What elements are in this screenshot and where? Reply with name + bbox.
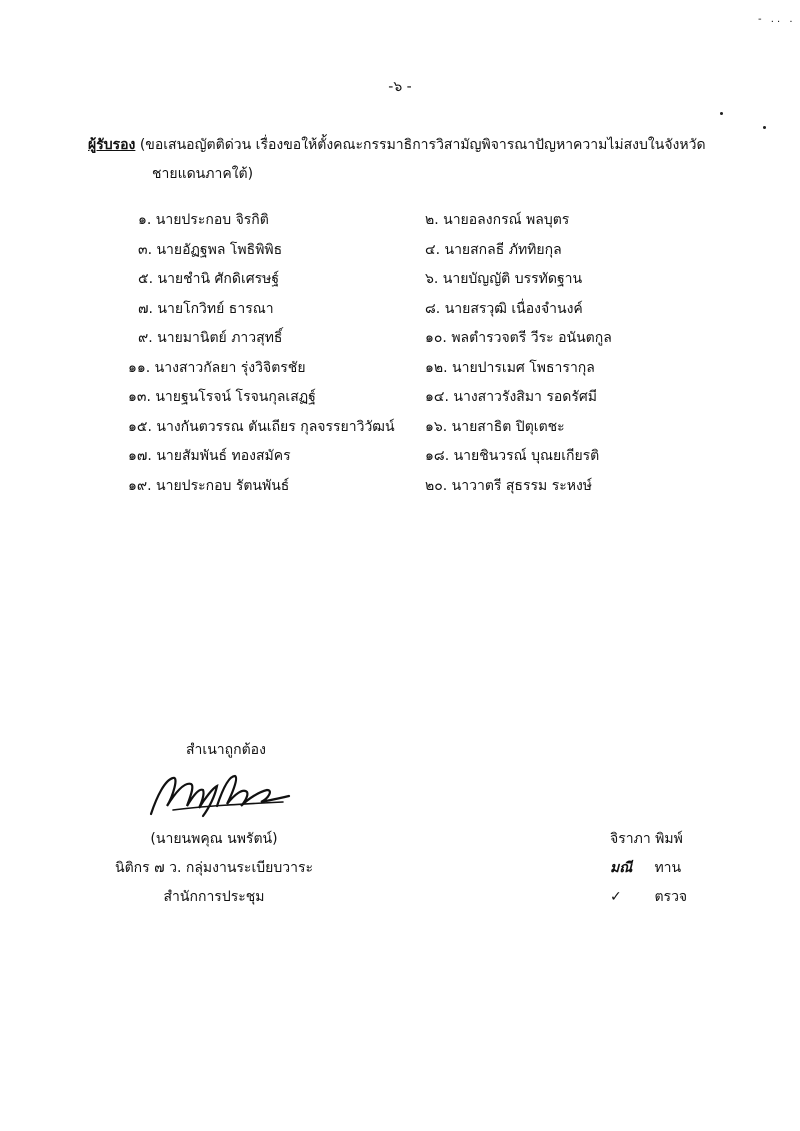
signer-item: ๙. นายมานิตย์ ภาวสุทธิ์ [138,330,283,346]
motion-title [88,134,706,156]
signer-item: ๑๗. นายสัมพันธ์ ทองสมัคร [128,448,291,464]
checked-initials: ✓ [610,889,622,905]
official-name: (นายนพคุณ นพรัตน์) [150,831,278,847]
motion-description-cont: ชายแดนภาคใต้) [152,166,254,182]
signer-item: ๒๐. นาวาตรี สุธรรม ระหงษ์ [425,477,593,494]
signer-item: ๑๑. นางสาวกัลยา รุ่งวิจิตรชัย [128,359,306,376]
signer-item: ๘. นายสรวุฒิ เนื่องจำนงค์ [425,300,583,317]
signer-item: ๔. นายสกลธี ภัททิยกุล [425,241,562,258]
signer-item: ๕. นายชำนิ ศักดิเศรษฐ์ [138,271,280,287]
scan-dot [720,112,723,115]
proofread-initials: มณี [610,860,633,876]
scan-dot [763,126,766,129]
checked-label: ตรวจ [654,889,688,905]
typed-by: จิราภา พิมพ์ [610,831,683,847]
signer-item: ๓. นายอัฏฐพล โพธิพิพิธ [138,241,283,258]
signer-item: ๑๒. นายปารเมศ โพธารากุล [425,359,595,376]
official-position: นิติกร ๗ ว. กลุ่มงานระเบียบวาระ [115,860,313,876]
copy-certified-label: สำเนาถูกต้อง [186,742,266,758]
signer-item: ๑๓. นายฐนโรจน์ โรจนกุลเสฏฐ์ [128,389,316,405]
certifying-official [112,828,316,915]
motion-label: ผู้รับรอง [88,137,136,153]
signer-item: ๑. นายประกอบ จิรกิติ [138,212,269,228]
checked-row [610,886,687,915]
corner-mark: - .. . [758,14,796,25]
official-office: สำนักการประชุม [163,889,265,905]
motion-description: (ขอเสนอญัตติด่วน เรื่องขอให้ตั้งคณะกรรมาธิการวิสามัญพิจารณาปัญหาความไม่สงบในจังหวัด [139,137,706,153]
handwritten-signature [143,766,293,822]
staff-block [610,828,687,915]
signer-item: ๑๐. พลตำรวจตรี วีระ อนันตกูล [425,330,612,346]
signer-item: ๒. นายอลงกรณ์ พลบุตร [425,212,570,228]
signer-item: ๑๖. นายสาธิต ปิตุเตชะ [425,418,565,435]
signer-item: ๑๙. นายประกอบ รัตนพันธ์ [128,477,290,494]
proofread-row [610,857,687,886]
signer-item: ๑๕. นางกันตวรรณ ตันเถียร กุลจรรยาวิวัฒน์ [128,418,395,435]
signer-item: ๗. นายโกวิทย์ ธารณา [138,300,274,317]
proofread-label: ทาน [654,860,682,876]
page-number: -๖ - [388,79,412,95]
signer-item: ๑๔. นางสาวรังสิมา รอดรัศมี [425,389,598,405]
signer-item: ๖. นายบัญญัติ บรรทัดฐาน [425,271,583,287]
signer-item: ๑๘. นายชินวรณ์ บุณยเกียรติ [425,448,600,464]
